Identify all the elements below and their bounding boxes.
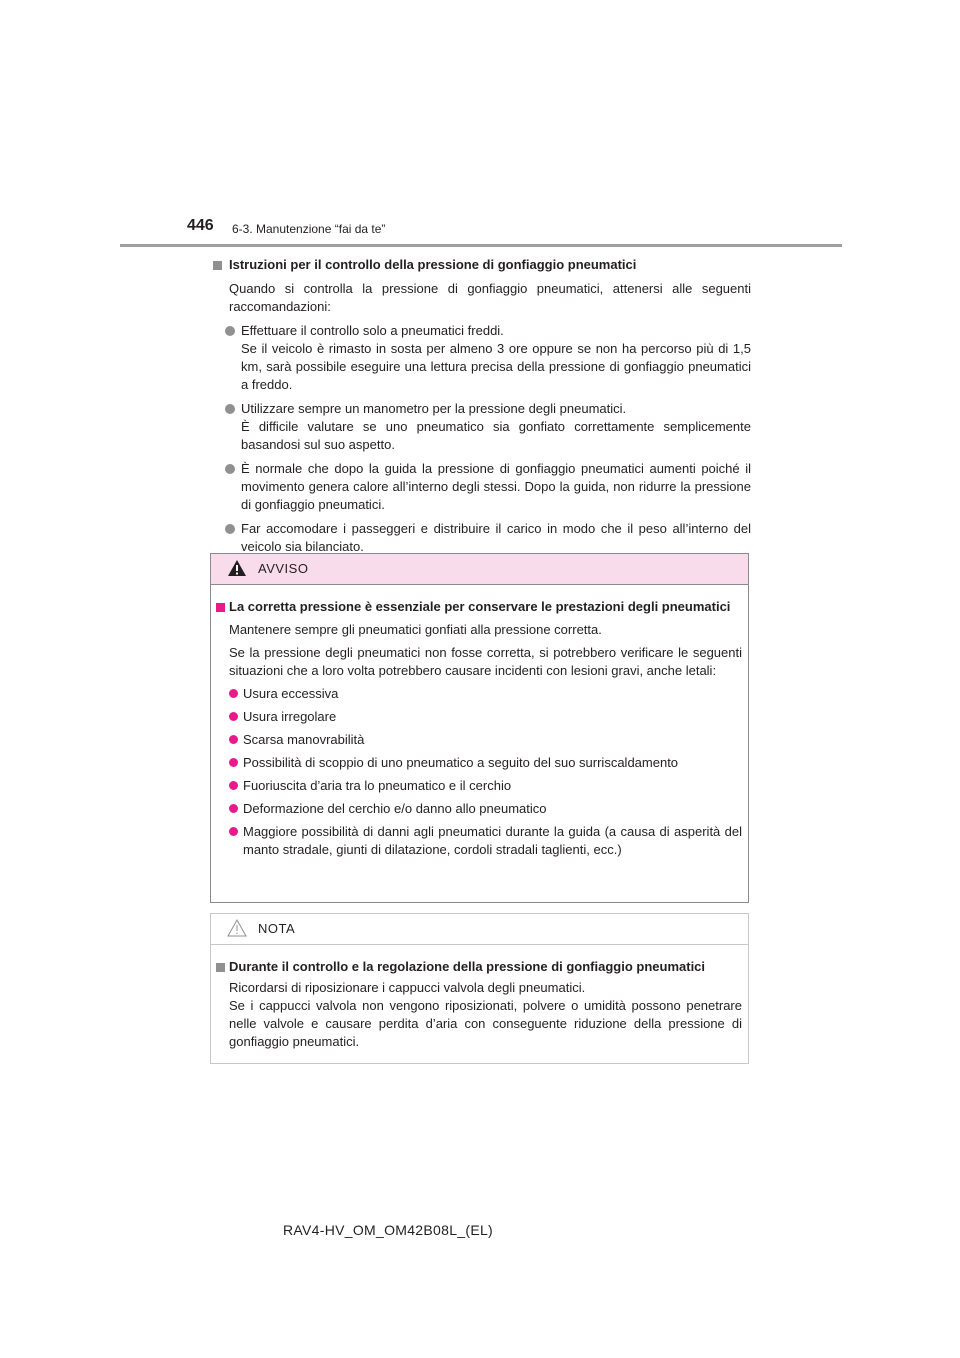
- warning-paragraph: Se la pressione degli pneumatici non fosse corretta, si potrebbero verificare le seguenti situazioni che a loro volta potrebbero causare incidenti con lesioni gravi, anche letali:: [229, 645, 742, 678]
- section-heading: [211, 256, 751, 274]
- item-text: Usura irregolare: [243, 709, 337, 724]
- item-detail: Se il veicolo è rimasto in sosta per almeno 3 ore oppure se non ha percorso più di 1,5 km, sarà possibile eseguire una lettura precisa della pressione di gonfiaggio pneumatici a freddo.: [241, 341, 751, 392]
- circle-bullet-icon: [229, 712, 238, 721]
- note-paragraph: [211, 979, 742, 1051]
- item-text: Deformazione del cerchio e/o danno allo pneumatico: [243, 801, 547, 816]
- note-body: [211, 945, 748, 1051]
- item-text: Fuoriuscita d’aria tra lo pneumatico e il cerchio: [243, 778, 512, 793]
- item-text: Scarsa manovrabilità: [243, 732, 365, 747]
- warning-heading: [211, 598, 742, 616]
- square-bullet-icon: [216, 963, 225, 972]
- list-item: [211, 520, 751, 556]
- note-title: NOTA: [258, 921, 296, 936]
- list-item: [211, 322, 751, 394]
- item-detail: È difficile valutare se uno pneumatico sia gonfiato correttamente semplicemente basandosi sul suo aspetto.: [241, 419, 751, 452]
- warning-body: [211, 585, 748, 859]
- note-box: [210, 913, 749, 1064]
- note-heading: [211, 958, 742, 976]
- item-text: Possibilità di scoppio di uno pneumatico a seguito del suo surriscaldamento: [243, 755, 679, 770]
- item-line: È normale che dopo la guida la pressione di gonfiaggio pneumatici aumenti poiché il movimento genera calore all’interno degli stessi. Dopo la guida, non ridurre la pressione di gonfiaggio pneumatici.: [241, 461, 751, 512]
- warning-list-item: [211, 708, 742, 726]
- document-code: RAV4-HV_OM_OM42B08L_(EL): [283, 1222, 494, 1238]
- warning-paragraph: Mantenere sempre gli pneumatici gonfiati alla pressione corretta.: [229, 622, 602, 637]
- circle-bullet-icon: [229, 804, 238, 813]
- item-text: Usura eccessiva: [243, 686, 339, 701]
- item-line: Far accomodare i passeggeri e distribuire il carico in modo che il peso all’interno del veicolo sia bilanciato.: [241, 521, 751, 554]
- circle-bullet-icon: [229, 689, 238, 698]
- square-bullet-icon: [216, 603, 225, 612]
- heading-text: Istruzioni per il controllo della pressione di gonfiaggio pneumatici: [229, 257, 637, 272]
- warning-list-item: [211, 777, 742, 795]
- section-title: 6-3. Manutenzione “fai da te”: [232, 222, 386, 236]
- item-line: Effettuare il controllo solo a pneumatici freddi.: [241, 323, 504, 338]
- warning-title: AVVISO: [258, 561, 309, 576]
- warning-list-item: [211, 800, 742, 818]
- main-content: [211, 256, 751, 556]
- note-header: [211, 914, 748, 945]
- note-heading-text: Durante il controllo e la regolazione della pressione di gonfiaggio pneumatici: [229, 959, 706, 974]
- circle-bullet-icon: [229, 758, 238, 767]
- note-line: Ricordarsi di riposizionare i cappucci valvola degli pneumatici.: [229, 980, 586, 995]
- circle-bullet-icon: [229, 781, 238, 790]
- circle-bullet-icon: [225, 464, 235, 474]
- circle-bullet-icon: [225, 404, 235, 414]
- warning-list-item: [211, 731, 742, 749]
- circle-bullet-icon: [225, 524, 235, 534]
- item-line: Utilizzare sempre un manometro per la pressione degli pneumatici.: [241, 401, 627, 416]
- list-item: [211, 400, 751, 454]
- caution-triangle-icon: [227, 918, 247, 938]
- circle-bullet-icon: [225, 326, 235, 336]
- page-number: 446: [187, 217, 214, 234]
- warning-triangle-icon: [227, 558, 247, 578]
- circle-bullet-icon: [229, 735, 238, 744]
- warning-list-item: [211, 754, 742, 772]
- warning-list-item: [211, 823, 742, 859]
- page-header: [0, 0, 960, 250]
- circle-bullet-icon: [229, 827, 238, 836]
- item-text: Maggiore possibilità di danni agli pneumatici durante la guida (a causa di asperità del manto stradale, giunti di dilatazione, cordoli stradali taglienti, ecc.): [243, 824, 742, 857]
- warning-heading-text: La corretta pressione è essenziale per conservare le prestazioni degli pneumatici: [229, 599, 731, 614]
- list-item: [211, 460, 751, 514]
- intro-paragraph: Quando si controlla la pressione di gonfiaggio pneumatici, attenersi alle seguenti raccomandazioni:: [229, 281, 751, 314]
- square-bullet-icon: [213, 261, 222, 270]
- warning-box: [210, 553, 749, 903]
- warning-header: [211, 554, 748, 585]
- warning-list-item: [211, 685, 742, 703]
- header-divider: [120, 244, 842, 247]
- note-line: Se i cappucci valvola non vengono riposizionati, polvere o umidità possono penetrare nelle valvole e causare perdita d’aria con conseguente riduzione della pressione di gonfiaggio pneumatici.: [229, 998, 742, 1049]
